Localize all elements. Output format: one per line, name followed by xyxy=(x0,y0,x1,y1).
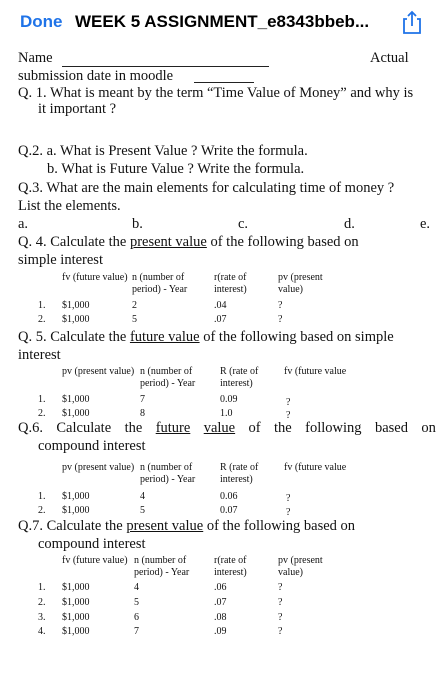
q4-col-n-2: period) - Year xyxy=(132,284,188,295)
q5-line1: Q. 5. Calculate the future value of the following based on simple xyxy=(18,329,394,345)
q7-line1: Q.7. Calculate the present value of the following based on xyxy=(18,518,356,534)
q7-col-r-2: interest) xyxy=(214,567,247,578)
q6-line2: compound interest xyxy=(38,438,146,454)
q7-col-r: r(rate of xyxy=(214,555,247,566)
q6-col-n: n (number of xyxy=(140,462,193,473)
q7-col-pv: pv (present xyxy=(278,555,323,566)
q3-line2: List the elements. xyxy=(18,198,121,214)
q4-col-r-2: interest) xyxy=(214,284,247,295)
q5-col-r-2: interest) xyxy=(220,378,253,389)
actual-label: Actual xyxy=(370,50,409,66)
q5-col-n: n (number of xyxy=(140,366,193,377)
share-icon[interactable] xyxy=(399,9,425,35)
q4-line2: simple interest xyxy=(18,252,103,268)
q4-line1: Q. 4. Calculate the present value of the following based on xyxy=(18,234,359,250)
document-page: Name Actual submission date in moodle Q. 1. What is meant by the term “Time Value of Money” and why is it important ? Q.2. a. What is Present Value ? Write the formula. b. What is Future Value ? Write the formula. Q.3. What are the main elements for calculating time of money ? List the elements. a. b. c. d. e. Q. 4. Calculate the present value of the following based on simple interest fv (future value) n (number of period) - Year r(rate of interest) pv (present value) 1. $1,000 2 .04 ? 2. $1,000 5 .07 ? Q. 5. Calculate the future value of the following based on simple interest pv (present value) n (number of period) - Year R (rate of interest) fv (future value 1. $1,000 7 0.09 ? 2. $1,000 8 1.0 ? Q.6. Calculate the future value of the following based on compound interest pv (present value) n (number of period) - Year R (rate of interest) fv (future value 1. $1,000 4 0.06 ? 2. $1,000 5 0.07 ? Q.7. Calculate the present value of the following based on compound interest fv (future value) n (number of period) - Year r(rate of interest) pv (present value) 1. $1,000 4 .06 ? 2. $1,000 5 .07 ? 3. $1,000 6 .08 ? 4. $1,000 7 .09 ? xyxy=(18,50,436,637)
document-viewer-toolbar xyxy=(0,0,448,44)
q7-col-n-2: period) - Year xyxy=(134,567,190,578)
q3-line1: Q.3. What are the main elements for calculating time of money ? xyxy=(18,180,395,196)
q5-line2: interest xyxy=(18,347,61,363)
q6-col-pv: pv (present value) xyxy=(62,462,135,473)
q6-col-r: R (rate of xyxy=(220,462,259,473)
q3-letter-b: b. xyxy=(132,216,143,232)
q2-a: Q.2. a. What is Present Value ? Write the formula. xyxy=(18,143,308,159)
q3-letter-a: a. xyxy=(18,216,29,232)
document-title: WEEK 5 ASSIGNMENT_e8343bbeb... xyxy=(75,12,370,31)
q1-line1: Q. 1. What is meant by the term “Time Value of Money” and why is xyxy=(18,85,414,101)
q5-col-r: R (rate of xyxy=(220,366,259,377)
q4-col-n: n (number of xyxy=(132,272,185,283)
name-label: Name xyxy=(18,50,53,66)
submission-blank-line xyxy=(194,82,254,83)
q3-letter-e: e. xyxy=(420,216,431,232)
q3-letter-c: c. xyxy=(238,216,249,232)
q4-col-pv: pv (present xyxy=(278,272,323,283)
q4-col-r: r(rate of xyxy=(214,272,247,283)
q6-line1: Q.6. Calculate the future value of the following based on xyxy=(18,420,436,436)
q2-b: b. What is Future Value ? Write the formula. xyxy=(47,161,305,177)
q5-col-pv: pv (present value) xyxy=(62,366,135,377)
q6-col-r-2: interest) xyxy=(220,474,253,485)
q7-col-n: n (number of xyxy=(134,555,187,566)
name-blank-line xyxy=(62,66,269,67)
q6-col-fv: fv (future value xyxy=(284,462,347,473)
q5-col-n-2: period) - Year xyxy=(140,378,196,389)
q7-col-pv-2: value) xyxy=(278,567,303,578)
q5-col-fv: fv (future value xyxy=(284,366,347,377)
submission-label: submission date in moodle xyxy=(18,68,174,84)
q7-col-fv: fv (future value) xyxy=(62,555,128,566)
q4-col-pv-2: value) xyxy=(278,284,303,295)
done-button[interactable]: Done xyxy=(20,12,63,31)
q6-col-n-2: period) - Year xyxy=(140,474,196,485)
q7-line2: compound interest xyxy=(38,536,146,552)
q3-letter-d: d. xyxy=(344,216,355,232)
q1-line2: it important ? xyxy=(38,101,117,117)
q4-col-fv: fv (future value) xyxy=(62,272,128,283)
